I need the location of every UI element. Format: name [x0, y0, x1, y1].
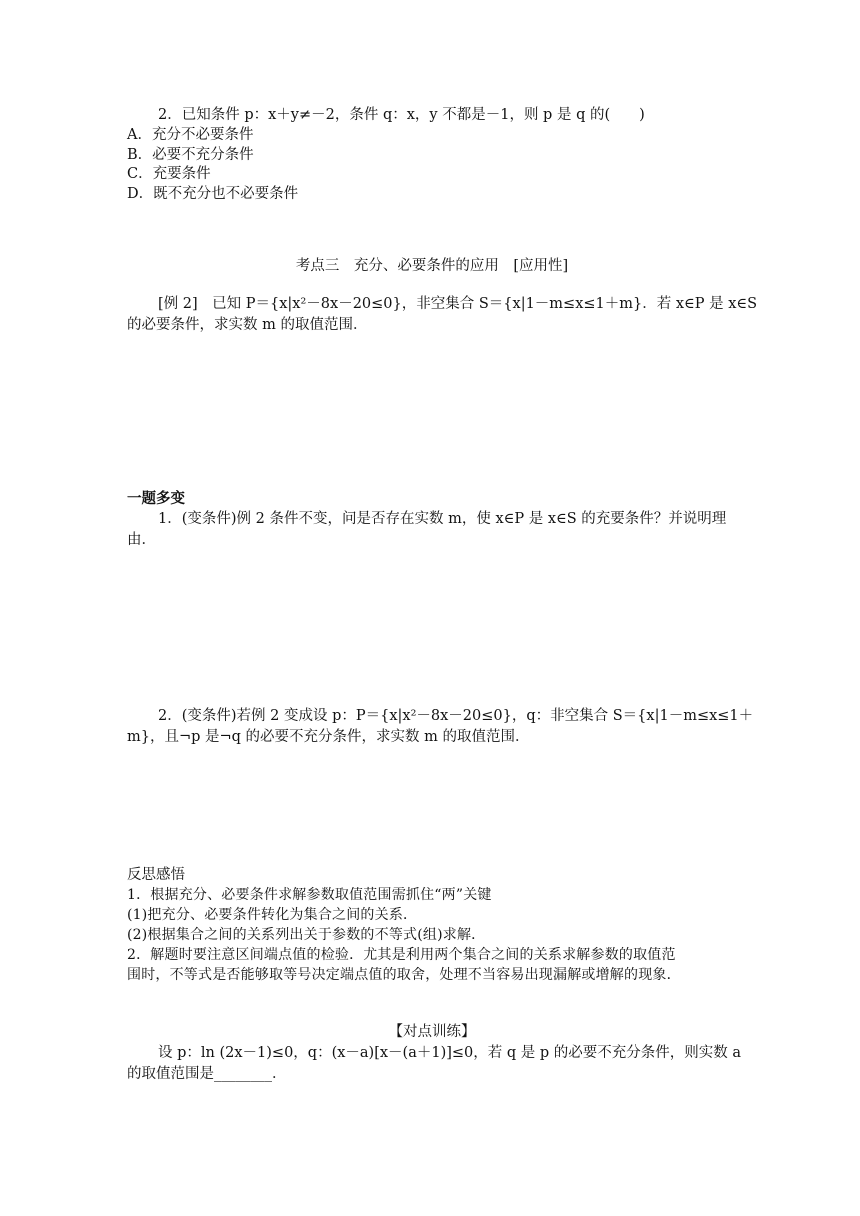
variation-1-line-1: 1．(变条件)例 2 条件不变，问是否存在实数 m，使 x∈P 是 x∈S 的充要条件？并说明理 [158, 511, 727, 527]
practice-heading: 【对点训练】 [388, 1024, 476, 1040]
reflection-point-1b: (2)根据集合之间的关系列出关于参数的不等式(组)求解． [127, 927, 486, 943]
variations-heading: 一题多变 [127, 490, 185, 507]
question-2-stem: 2．已知条件 p：x＋y≠－2，条件 q：x，y 不都是－1，则 p 是 q 的( ) [158, 107, 645, 123]
variation-2-line-2: m}，且¬p 是¬q 的必要不充分条件，求实数 m 的取值范围． [127, 729, 530, 745]
reflection-point-1: 1．根据充分、必要条件求解参数取值范围需抓住“两”关键 [127, 887, 492, 903]
reflection-point-1a: (1)把充分、必要条件转化为集合之间的关系． [127, 907, 418, 923]
variation-1-line-2: 由． [127, 532, 156, 548]
example-2-line-1: [例 2] 已知 P＝{x|x²－8x－20≤0}，非空集合 S＝{x|1－m≤x≤1＋m}．若 x∈P 是 x∈S [158, 296, 758, 312]
reflection-heading: 反思感悟 [127, 867, 185, 883]
section-title: 考点三 充分、必要条件的应用 [应用性] [295, 258, 569, 274]
option-a: A．充分不必要条件 [127, 127, 254, 143]
variation-2-line-1: 2．(变条件)若例 2 变成设 p：P＝{x|x²－8x－20≤0}，q：非空集合 S＝{x|1－m≤x≤1＋ [158, 708, 754, 724]
example-2-line-2: 的必要条件，求实数 m 的取值范围． [127, 317, 368, 333]
reflection-point-2-line-2: 围时，不等式是否能够取等号决定端点值的取舍，处理不当容易出现漏解或增解的现象． [127, 967, 681, 983]
option-c: C．充要条件 [127, 166, 211, 182]
option-d: D．既不充分也不必要条件 [127, 186, 299, 202]
practice-line-2: 的取值范围是________． [127, 1066, 287, 1082]
practice-line-1: 设 p：ln (2x－1)≤0，q：(x－a)[x－(a＋1)]≤0，若 q 是 p 的必要不充分条件，则实数 a [158, 1045, 742, 1061]
reflection-point-2-line-1: 2．解题时要注意区间端点值的检验．尤其是利用两个集合之间的关系求解参数的取值范 [127, 947, 676, 963]
option-b: B．必要不充分条件 [127, 147, 254, 163]
